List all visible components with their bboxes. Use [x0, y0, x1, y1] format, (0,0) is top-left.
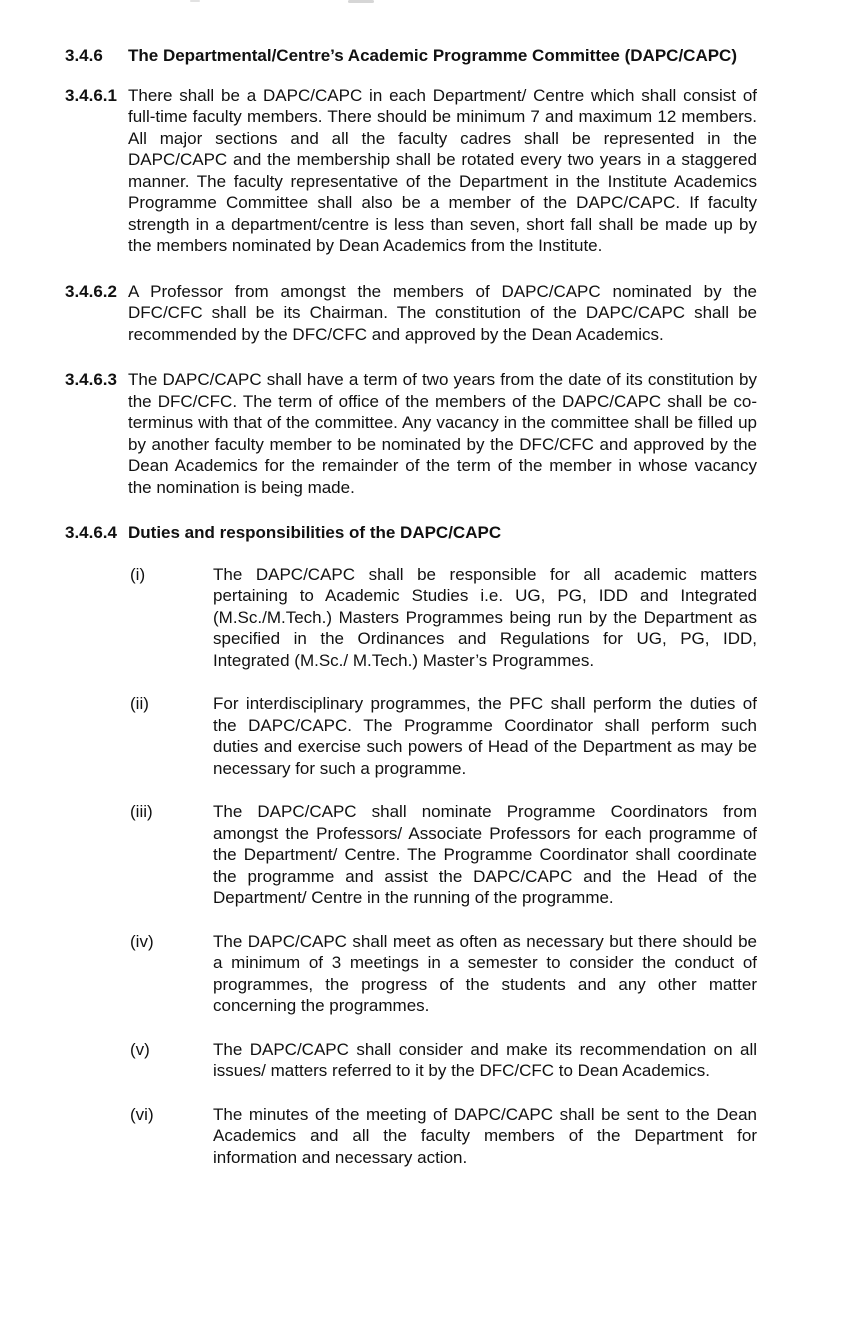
list-item-text: The DAPC/CAPC shall nominate Programme Coordinators from amongst the Professors/ Associate Professors for each programme of the Department/ Centre. The Programme Coordinator shall coordinate the programme and assist the DAPC/CAPC and the Head of the Department/ Centre in the running of the programme. [213, 802, 757, 907]
list-item-text: The DAPC/CAPC shall meet as often as necessary but there should be a minimum of 3 meetings in a semester to consider the conduct of programmes, the progress of the students and any other matter concerning the programmes. [213, 931, 757, 1015]
section-heading-text: The Departmental/Centre’s Academic Programme Committee (DAPC/CAPC) [128, 46, 737, 65]
list-item-marker: (v) [130, 1039, 150, 1059]
list-item [130, 693, 757, 779]
clause-number: 3.4.6.1 [65, 85, 117, 105]
list-item-text: The DAPC/CAPC shall consider and make its recommendation on all issues/ matters referred to it by the DFC/CFC to Dean Academics. [213, 1039, 757, 1080]
list-item-marker: (ii) [130, 694, 149, 713]
scan-artifact [348, 0, 374, 3]
list-item [130, 801, 757, 909]
list-item [130, 564, 757, 672]
section-heading [65, 45, 757, 67]
clause-number: 3.4.6.2 [65, 281, 117, 301]
list-item-marker: (vi) [130, 1104, 154, 1124]
list-item [130, 1039, 757, 1082]
clause-paragraph [65, 85, 757, 257]
clause-paragraph [65, 369, 757, 498]
list-item-marker: (iii) [130, 802, 153, 821]
list-item-text: The DAPC/CAPC shall be responsible for all academic matters pertaining to Academic Studies i.e. UG, PG, IDD and Integrated (M.Sc./M.Tech.) Masters Programmes being run by the Department as specified in the Ordinances and Regulations for UG, PG, IDD, Integrated (M.Sc./ M.Tech.) Master’s Programmes. [213, 564, 757, 670]
list-item-text: For interdisciplinary programmes, the PFC shall perform the duties of the DAPC/CAPC. The Programme Coordinator shall perform such duties and exercise such powers of Head of the Department as may be necessary for such a programme. [213, 694, 757, 778]
list-item [130, 931, 757, 1017]
clause-number: 3.4.6.4 [65, 523, 117, 542]
clause-text: A Professor from amongst the members of DAPC/CAPC nominated by the DFC/CFC shall be its Chairman. The constitution of the DAPC/CAPC shall be recommended by the DFC/CFC and approved by the Dean Academics. [128, 281, 757, 344]
section-number: 3.4.6 [65, 46, 103, 65]
clause-number: 3.4.6.3 [65, 370, 117, 389]
clause-subheading-text: Duties and responsibilities of the DAPC/CAPC [128, 523, 502, 542]
list-item-text: The minutes of the meeting of DAPC/CAPC shall be sent to the Dean Academics and all the faculty members of the Department for information and necessary action. [213, 1104, 757, 1167]
list-item [130, 1104, 757, 1169]
list-item-marker: (i) [130, 564, 146, 584]
clause-subheading [65, 522, 757, 544]
document-content [65, 45, 757, 1190]
duties-list [130, 564, 757, 1169]
scan-artifact [190, 0, 200, 2]
list-item-marker: (iv) [130, 931, 154, 951]
clause-text: There shall be a DAPC/CAPC in each Department/ Centre which shall consist of full-time faculty members. There should be minimum 7 and maximum 12 members. All major sections and all the faculty cadres shall be represented in the DAPC/CAPC and the membership shall be rotated every two years in a staggered manner. The faculty representative of the Department in the Institute Academics Programme Committee shall also be a member of the DAPC/CAPC. If faculty strength in a department/centre is less than seven, short fall shall be made up by the members nominated by Dean Academics from the Institute. [128, 85, 757, 255]
clause-text: The DAPC/CAPC shall have a term of two years from the date of its constitution by the DFC/CFC. The term of office of the members of the DAPC/CAPC shall be co-terminus with that of the committee. Any vacancy in the committee shall be filled up by another faculty member to be nominated by the DFC/CFC and approved by the Dean Academics for the remainder of the term of the member in whose vacancy the nomination is being made. [128, 370, 757, 497]
clause-paragraph [65, 281, 757, 346]
